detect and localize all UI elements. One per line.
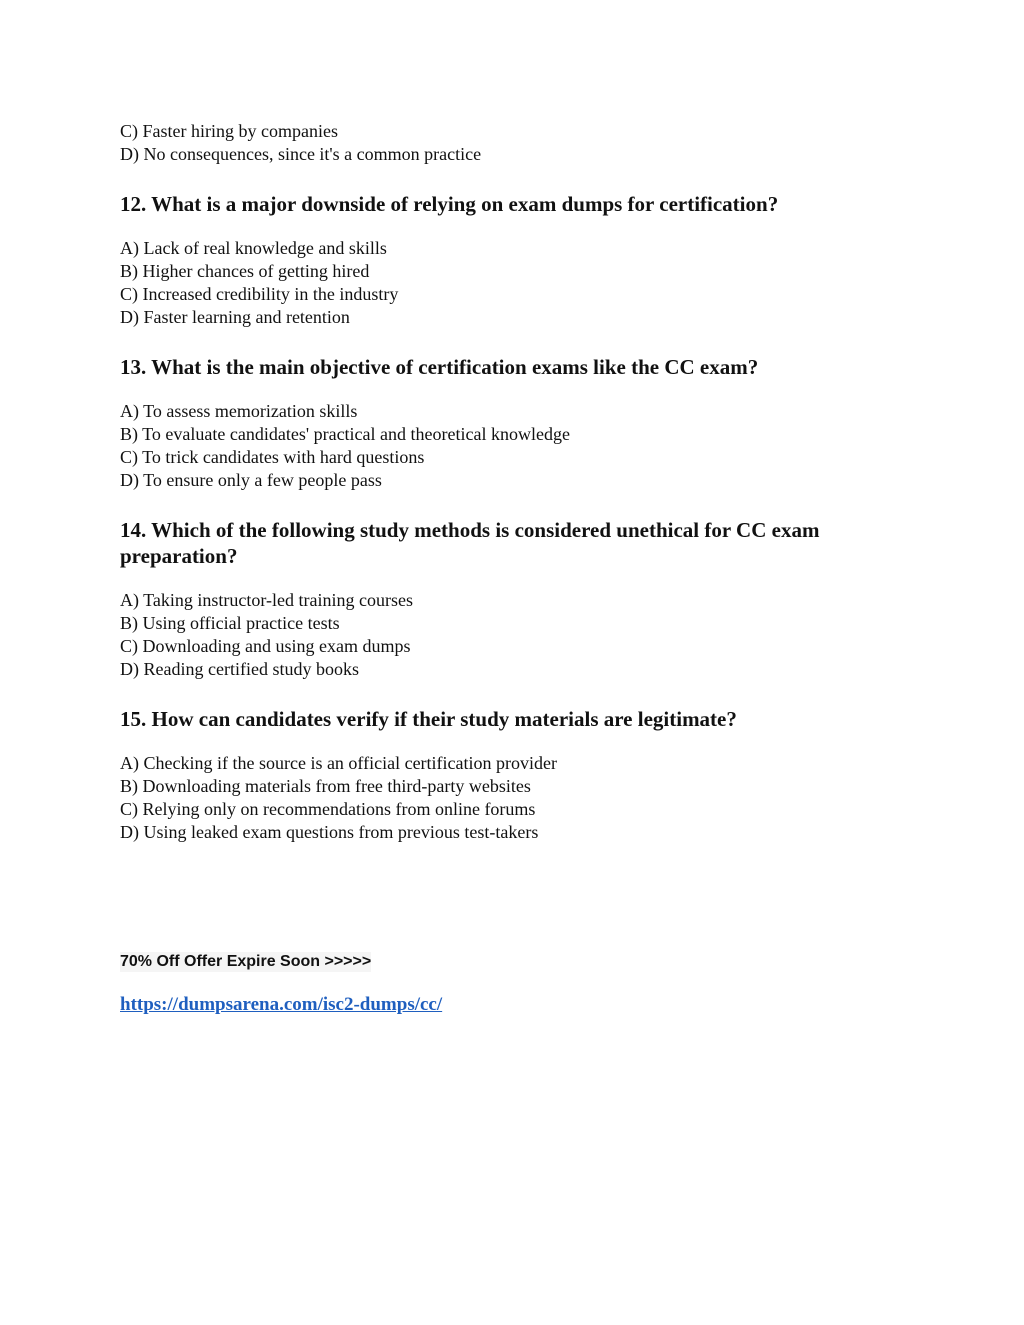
question-options: [120, 400, 910, 492]
option-c: C) Relying only on recommendations from online forums: [120, 799, 536, 819]
question-13: [120, 354, 910, 492]
question-title: 13. What is the main objective of certification exams like the CC exam?: [120, 355, 759, 379]
option-b: B) Using official practice tests: [120, 613, 340, 633]
option-d: D) Reading certified study books: [120, 659, 359, 679]
option-a: A) Checking if the source is an official certification provider: [120, 753, 558, 773]
question-title-line-2: preparation?: [120, 544, 238, 568]
option-a: A) Taking instructor-led training courses: [120, 590, 413, 610]
question-options: [120, 752, 910, 844]
option-c: C) Increased credibility in the industry: [120, 284, 399, 304]
question-title: 15. How can candidates verify if their study materials are legitimate?: [120, 707, 737, 731]
offer-text: 70% Off Offer Expire Soon >>>>>: [120, 953, 372, 970]
option-b: B) Downloading materials from free third-party websites: [120, 776, 531, 796]
option-d: D) Faster learning and retention: [120, 307, 350, 327]
promo-section: [120, 952, 910, 1016]
option-d: D) Using leaked exam questions from previous test-takers: [120, 822, 539, 842]
offer-link[interactable]: https://dumpsarena.com/isc2-dumps/cc/: [120, 994, 443, 1015]
option-c: C) Downloading and using exam dumps: [120, 636, 411, 656]
question-12: [120, 191, 910, 329]
question-14: [120, 517, 910, 681]
question-title: [120, 517, 910, 569]
page-content: [120, 120, 910, 1016]
option-c: C) To trick candidates with hard questions: [120, 447, 425, 467]
question-15: [120, 706, 910, 844]
question-title-line-1: 14. Which of the following study methods is considered unethical for CC exam: [120, 518, 820, 542]
carryover-options: [120, 120, 910, 166]
option-d: D) To ensure only a few people pass: [120, 470, 382, 490]
option-d: D) No consequences, since it's a common practice: [120, 144, 482, 164]
question-options: [120, 237, 910, 329]
option-b: B) To evaluate candidates' practical and theoretical knowledge: [120, 424, 570, 444]
option-a: A) To assess memorization skills: [120, 401, 358, 421]
question-title: 12. What is a major downside of relying on exam dumps for certification?: [120, 192, 779, 216]
option-a: A) Lack of real knowledge and skills: [120, 238, 387, 258]
question-options: [120, 589, 910, 681]
option-c: C) Faster hiring by companies: [120, 121, 338, 141]
option-b: B) Higher chances of getting hired: [120, 261, 370, 281]
